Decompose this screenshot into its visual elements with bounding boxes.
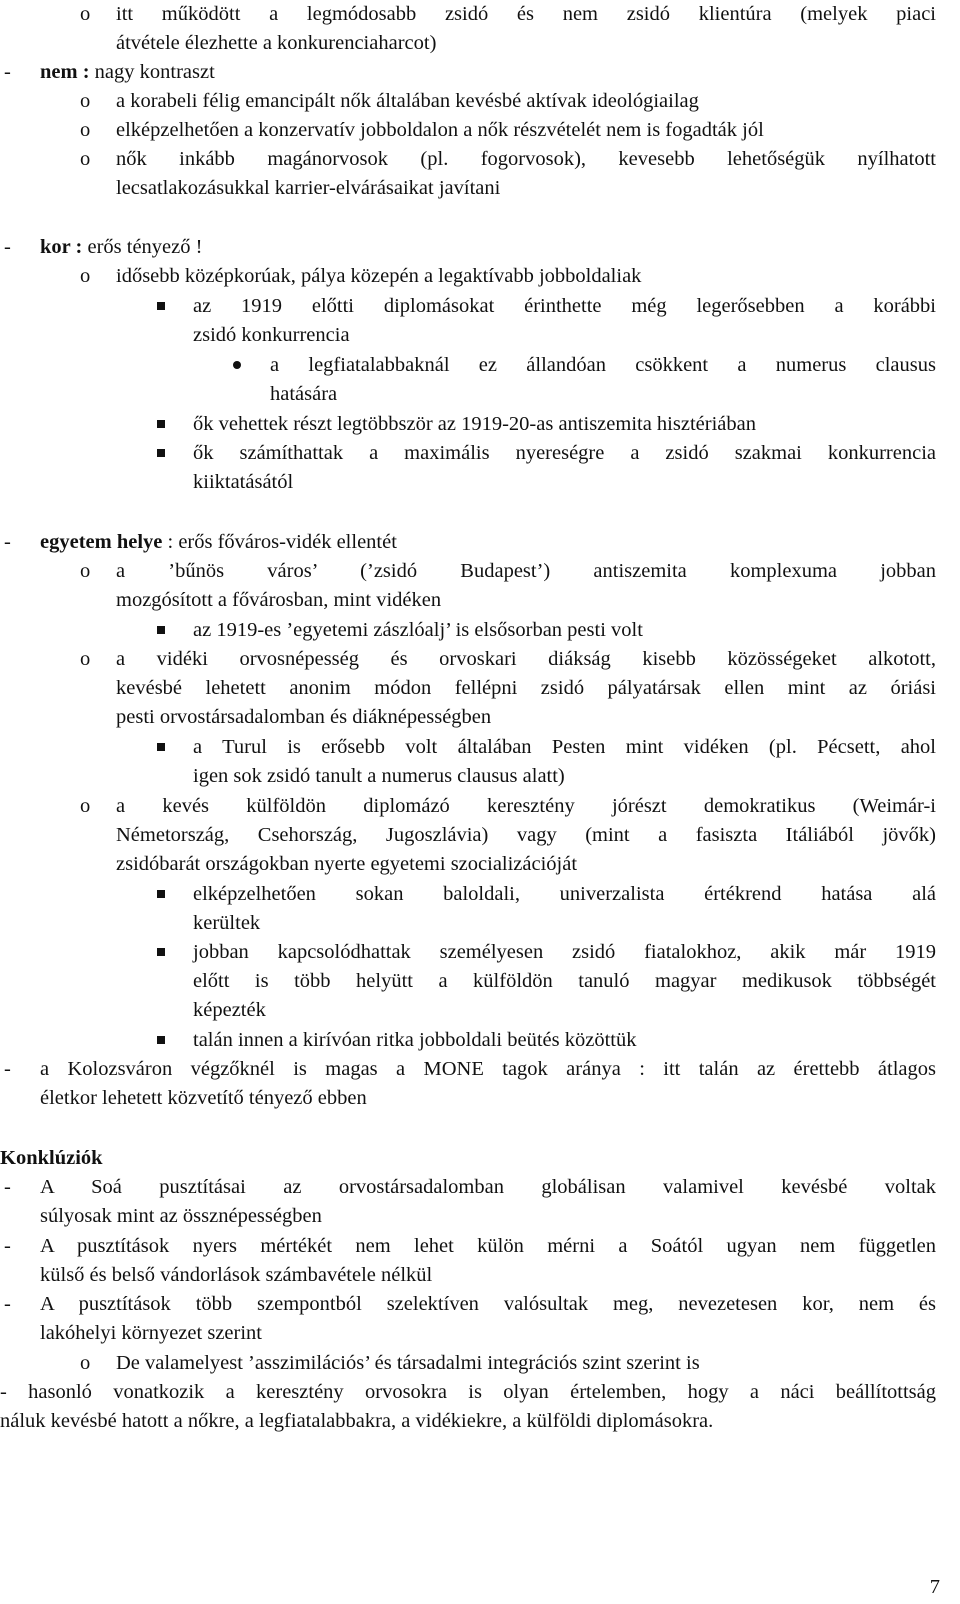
bullet-dash: - (4, 1176, 11, 1198)
bullet-o: o (80, 265, 91, 287)
square-bullet (157, 743, 165, 751)
text-line: igen sok zsidó tanult a numerus clausus alatt) (193, 765, 565, 787)
square-bullet (157, 449, 165, 457)
text-line: kerültek (193, 912, 261, 934)
text-line: lakóhelyi környezet szerint (40, 1322, 262, 1344)
text-line: a korabeli félig emancipált nők általában kevésbé aktívak ideológiailag (116, 90, 699, 112)
text-line: ők számíthattak a maximális nyereségre a zsidó szakmai konkurrencia (193, 442, 936, 464)
text-fragment: erős tényező ! (82, 236, 203, 258)
bullet-dash: - (4, 1058, 11, 1080)
text-line: képezték (193, 999, 266, 1021)
text-line: a Kolozsváron végzőknél is magas a MONE tagok aránya : itt talán az érettebb átlagos (40, 1058, 936, 1080)
text-line: A pusztítások nyers mértékét nem lehet külön mérni a Soától ugyan nem független (40, 1235, 936, 1257)
bullet-o: o (80, 90, 91, 112)
text-line: zsidóbarát országokban nyerte egyetemi szocializációját (116, 853, 578, 875)
text-line: elképzelhetően sokan baloldali, univerzalista értékrend hatása alá (193, 883, 936, 905)
text-line (40, 58, 215, 88)
text-line: átvétele élezhette a konkurenciaharcot) (116, 32, 437, 54)
text-line: külső és belső vándorlások számbavétele nélkül (40, 1264, 433, 1286)
term-kor: kor : (40, 236, 83, 258)
bullet-o: o (80, 119, 91, 141)
text-line: nők inkább magánorvosok (pl. fogorvosok), kevesebb lehetőségük nyílhatott (116, 148, 936, 170)
text-line: Németország, Csehország, Jugoszlávia) vagy (mint a fasiszta Itáliából jövők) (116, 824, 936, 846)
square-bullet (157, 420, 165, 428)
text-fragment: : erős főváros-vidék ellentét (162, 531, 397, 553)
text-line: De valamelyest ’asszimilációs’ és társadalmi integrációs szint szerint is (116, 1352, 700, 1374)
text-line: az 1919-es ’egyetemi zászlóalj’ is elsősorban pesti volt (193, 619, 643, 641)
text-line: hatására (270, 383, 338, 405)
square-bullet (157, 948, 165, 956)
text-line: súlyosak mint az össznépességben (40, 1205, 322, 1227)
text-line: kiiktatásától (193, 471, 294, 493)
square-bullet (157, 890, 165, 898)
text-line: életkor lehetett közvetítő tényező ebben (40, 1087, 367, 1109)
text-line: kevésbé lehetett anonim módon fellépni zsidó pályatársak ellen mint az óriási (116, 677, 936, 699)
text-line: jobban kapcsolódhattak személyesen zsidó fiatalokhoz, akik már 1919 (193, 941, 936, 963)
bullet-o: o (80, 648, 91, 670)
dot-bullet (233, 361, 241, 369)
text-line: lecsatlakozásukkal karrier-elvárásaikat javítani (116, 177, 501, 199)
square-bullet (157, 626, 165, 634)
bullet-o: o (80, 560, 91, 582)
text-line: a Turul is erősebb volt általában Pesten mint vidéken (pl. Pécsett, ahol (193, 736, 936, 758)
section-heading (0, 1144, 103, 1174)
text-fragment: nagy kontraszt (89, 61, 215, 83)
text-line: az 1919 előtti diplomásokat érinthette még legerősebben a korábbi (193, 295, 936, 317)
bullet-o: o (80, 148, 91, 170)
bullet-o: o (80, 3, 91, 25)
text-line: zsidó konkurrencia (193, 324, 350, 346)
square-bullet (157, 302, 165, 310)
bullet-dash: - (4, 61, 11, 83)
text-line: a legfiatalabbaknál ez állandóan csökkent a numerus clausus (270, 354, 936, 376)
text-line: ők vehettek részt legtöbbször az 1919-20-as antiszemita hisztériában (193, 413, 756, 435)
text-line: A pusztítások több szempontból szelektíven valósultak meg, nevezetesen kor, nem és (40, 1293, 936, 1315)
text-line (40, 528, 397, 558)
text-line: A Soá pusztításai az orvostársadalomban globálisan valamivel kevésbé voltak (40, 1176, 936, 1198)
text-line: előtt is több helyütt a külföldön tanuló magyar medikusok többségét (193, 970, 936, 992)
bullet-dash: - (4, 531, 11, 553)
text-line: itt működött a legmódosabb zsidó és nem zsidó klientúra (melyek piaci (116, 3, 936, 25)
text-line: a kevés külföldön diplomázó keresztény jórészt demokratikus (Weimár-i (116, 795, 936, 817)
bullet-dash: - (4, 1235, 11, 1257)
text-line: pesti orvostársadalomban és diáknépességben (116, 706, 492, 728)
text-line (40, 233, 202, 263)
heading-text: Konklúziók (0, 1147, 103, 1169)
bullet-o: o (80, 795, 91, 817)
text-line: idősebb középkorúak, pálya közepén a legaktívabb jobboldaliak (116, 265, 642, 287)
text-line: a vidéki orvosnépesség és orvoskari diákság kisebb közösségeket alkotott, (116, 648, 936, 670)
text-line: náluk kevésbé hatott a nőkre, a legfiatalabbakra, a vidékiekre, a külföldi diplomásokra. (0, 1410, 714, 1432)
text-line: a ’bűnös város’ (’zsidó Budapest’) antiszemita komplexuma jobban (116, 560, 936, 582)
term-nem: nem : (40, 61, 90, 83)
text-line: elképzelhetően a konzervatív jobboldalon a nők részvételét nem is fogadták jól (116, 119, 764, 141)
text-line: talán innen a kirívóan ritka jobboldali beütés közöttük (193, 1029, 637, 1051)
page-number: 7 (929, 1576, 940, 1598)
bullet-dash: - (4, 1293, 11, 1315)
bullet-o: o (80, 1352, 91, 1374)
text-line: mozgósított a fővárosban, mint vidéken (116, 589, 442, 611)
bullet-dash: - (4, 236, 11, 258)
term-egyetem-helye: egyetem helye (40, 531, 163, 553)
square-bullet (157, 1036, 165, 1044)
text-line: - hasonló vonatkozik a keresztény orvosokra is olyan értelemben, hogy a náci beállítottság (0, 1381, 936, 1403)
